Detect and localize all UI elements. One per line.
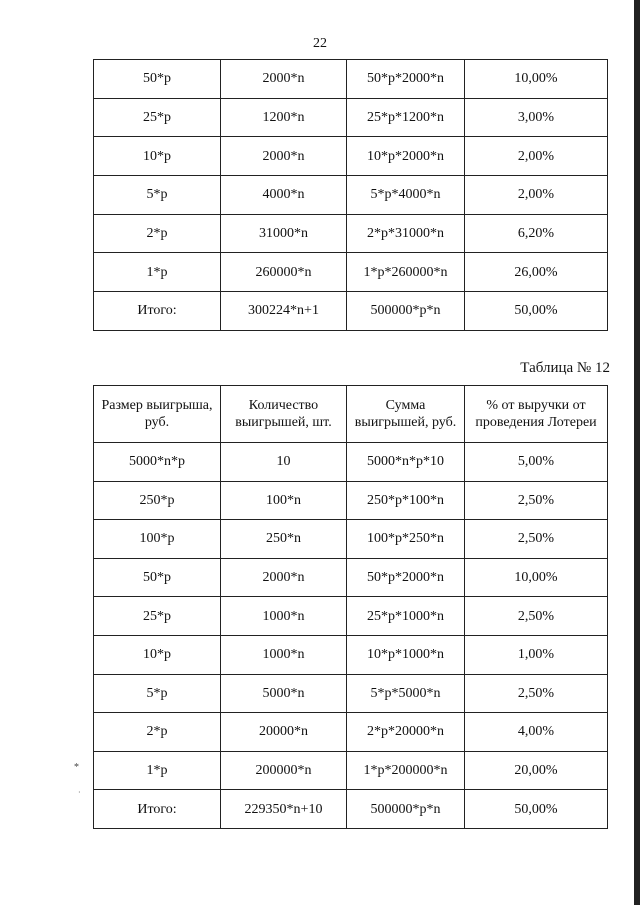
- table-cell: 2*р*20000*n: [347, 713, 465, 752]
- table-cell: 1,00%: [465, 635, 608, 674]
- table-cell: 4,00%: [465, 713, 608, 752]
- table-cell: 2000*n: [221, 558, 347, 597]
- table-cell: 50,00%: [465, 292, 608, 331]
- table-cell: 50*р*2000*n: [347, 60, 465, 99]
- table-row: [94, 443, 608, 482]
- table-cell: 100*n: [221, 481, 347, 520]
- table-cell: 10*р: [94, 137, 221, 176]
- table-cell: 500000*р*n: [347, 292, 465, 331]
- prize-table-12-body: [94, 386, 608, 829]
- prize-table-continued: [93, 59, 608, 331]
- page-number: 22: [313, 36, 327, 51]
- table-cell: 20000*n: [221, 713, 347, 752]
- table-cell: 2000*n: [221, 60, 347, 99]
- scan-edge-shadow: [634, 0, 640, 905]
- table-row: [94, 60, 608, 99]
- table-cell: 10: [221, 443, 347, 482]
- table-cell: 500000*р*n: [347, 790, 465, 829]
- prize-table-12: [93, 385, 608, 829]
- table-cell: 2,50%: [465, 481, 608, 520]
- table-cell: 250*р*100*n: [347, 481, 465, 520]
- table-cell: 31000*n: [221, 214, 347, 253]
- table-cell: 10*р*2000*n: [347, 137, 465, 176]
- table-row: [94, 597, 608, 636]
- table-cell: 2*р: [94, 713, 221, 752]
- table-cell: 1000*n: [221, 597, 347, 636]
- table-cell: Итого:: [94, 292, 221, 331]
- table-cell: 50*р: [94, 60, 221, 99]
- table-cell: 6,20%: [465, 214, 608, 253]
- table-cell: 10*р: [94, 635, 221, 674]
- header-prize-size: Размер выигрыша, руб.: [94, 386, 221, 443]
- table-cell: 2,00%: [465, 137, 608, 176]
- table-cell: 2,50%: [465, 674, 608, 713]
- table-cell: 1200*n: [221, 98, 347, 137]
- table-cell: 5*р*4000*n: [347, 176, 465, 215]
- table-cell: 5*р: [94, 176, 221, 215]
- table-cell: 5,00%: [465, 443, 608, 482]
- scan-artifact-dot: ·: [78, 788, 81, 797]
- table-cell: 100*р: [94, 520, 221, 559]
- prize-table-continued-body: [94, 60, 608, 331]
- table-cell: 50,00%: [465, 790, 608, 829]
- table-row: [94, 558, 608, 597]
- table-cell: 1*р*260000*n: [347, 253, 465, 292]
- table-cell: 5*р*5000*n: [347, 674, 465, 713]
- table-cell: Итого:: [94, 790, 221, 829]
- table-cell: 4000*n: [221, 176, 347, 215]
- table-cell: 5000*n*р*10: [347, 443, 465, 482]
- table-cell: 2,50%: [465, 597, 608, 636]
- table-cell: 1*р: [94, 253, 221, 292]
- table-cell: 20,00%: [465, 751, 608, 790]
- table-cell: 10*р*1000*n: [347, 635, 465, 674]
- table-cell: 1*р*200000*n: [347, 751, 465, 790]
- table-row: [94, 176, 608, 215]
- table-cell: 25*р*1000*n: [347, 597, 465, 636]
- header-prize-count: Количество выигрышей, шт.: [221, 386, 347, 443]
- table-cell: 2*р*31000*n: [347, 214, 465, 253]
- table-total-row: [94, 292, 608, 331]
- table-cell: 2,50%: [465, 520, 608, 559]
- table-row: [94, 137, 608, 176]
- table-row: [94, 713, 608, 752]
- table-cell: 229350*n+10: [221, 790, 347, 829]
- table-cell: 1000*n: [221, 635, 347, 674]
- table-cell: 2000*n: [221, 137, 347, 176]
- table-row: [94, 674, 608, 713]
- table-cell: 10,00%: [465, 558, 608, 597]
- header-prize-sum: Сумма выигрышей, руб.: [347, 386, 465, 443]
- table-row: [94, 214, 608, 253]
- table-cell: 2*р: [94, 214, 221, 253]
- table-cell: 10,00%: [465, 60, 608, 99]
- table-cell: 5000*n: [221, 674, 347, 713]
- table-cell: 260000*n: [221, 253, 347, 292]
- table-cell: 5000*n*р: [94, 443, 221, 482]
- table-cell: 100*р*250*n: [347, 520, 465, 559]
- table-cell: 250*р: [94, 481, 221, 520]
- table-cell: 1*р: [94, 751, 221, 790]
- table-cell: 200000*n: [221, 751, 347, 790]
- table-row: [94, 481, 608, 520]
- table-cell: 25*р*1200*n: [347, 98, 465, 137]
- table-cell: 300224*n+1: [221, 292, 347, 331]
- table-row: [94, 635, 608, 674]
- table-row: [94, 253, 608, 292]
- table-cell: 25*р: [94, 597, 221, 636]
- table-row: [94, 98, 608, 137]
- table-cell: 5*р: [94, 674, 221, 713]
- table-total-row: [94, 790, 608, 829]
- table-cell: 3,00%: [465, 98, 608, 137]
- table-header-row: [94, 386, 608, 443]
- table-cell: 50*р*2000*n: [347, 558, 465, 597]
- table-cell: 250*n: [221, 520, 347, 559]
- table-cell: 26,00%: [465, 253, 608, 292]
- table-row: [94, 751, 608, 790]
- table-cell: 2,00%: [465, 176, 608, 215]
- table-row: [94, 520, 608, 559]
- table-cell: 50*р: [94, 558, 221, 597]
- header-revenue-percent: % от выручки от проведения Лотереи: [465, 386, 608, 443]
- table-cell: 25*р: [94, 98, 221, 137]
- table-caption: Таблица № 12: [520, 360, 610, 376]
- scan-artifact-mark: *: [74, 762, 79, 773]
